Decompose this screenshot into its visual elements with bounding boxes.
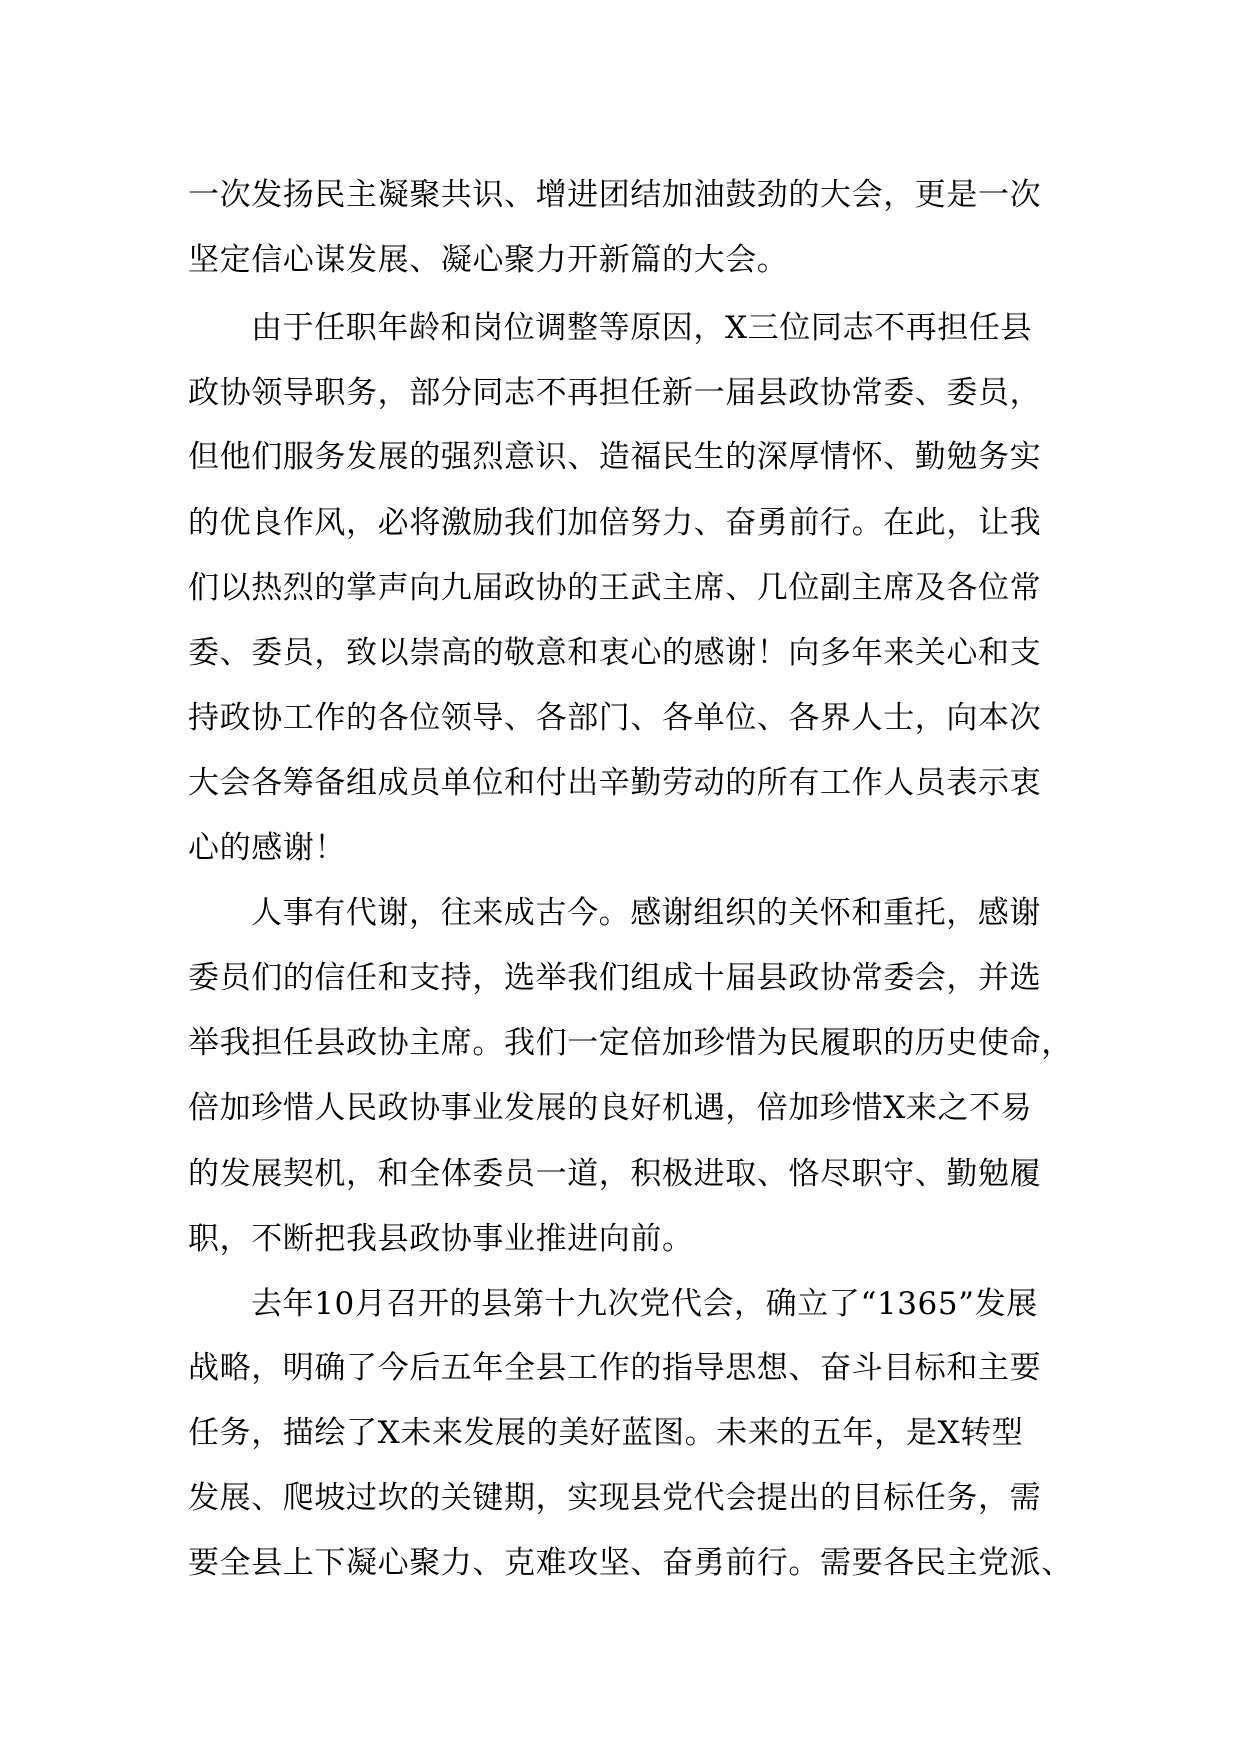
- text-line: 的发展契机，和全体委员一道，积极进取、恪尽职守、勤勉履: [188, 1156, 1042, 1192]
- text-line: 持政协工作的各位领导、各部门、各单位、各界人士，向本次: [188, 700, 1042, 736]
- text-line: 大会各筹备组成员单位和付出辛勤劳动的所有工作人员表示衷: [188, 765, 1042, 801]
- paragraph-start-line: 去年10月召开的县第十九次党代会，确立了“1365”发展: [251, 1286, 1038, 1322]
- text-line: 坚定信心谋发展、凝心聚力开新篇的大会。: [188, 242, 789, 278]
- text-line: 战略，明确了今后五年全县工作的指导思想、奋斗目标和主要: [188, 1350, 1042, 1386]
- text-line: 发展、爬坡过坎的关键期，实现县党代会提出的目标任务，需: [188, 1480, 1042, 1516]
- text-line: 委员们的信任和支持，选举我们组成十届县政协常委会，并选: [188, 960, 1042, 996]
- text-line: 倍加珍惜人民政协事业发展的良好机遇，倍加珍惜X来之不易: [188, 1090, 1033, 1126]
- text-line: 心的感谢！: [188, 830, 346, 866]
- text-line: 任务，描绘了X未来发展的美好蓝图。未来的五年，是X转型: [188, 1415, 1024, 1451]
- text-line: 职，不断把我县政协事业推进向前。: [188, 1221, 694, 1257]
- text-line: 要全县上下凝心聚力、克难攻坚、奋勇前行。需要各民主党派、: [188, 1545, 1073, 1581]
- text-line: 的优良作风，必将激励我们加倍努力、奋勇前行。在此，让我: [188, 505, 1042, 541]
- text-line: 们以热烈的掌声向九届政协的王武主席、几位副主席及各位常: [188, 570, 1042, 606]
- text-line: 政协领导职务，部分同志不再担任新一届县政协常委、委员，: [188, 375, 1042, 411]
- paragraph-start-line: 由于任职年龄和岗位调整等原因，X三位同志不再担任县: [251, 310, 1033, 346]
- text-line: 但他们服务发展的强烈意识、造福民生的深厚情怀、勤勉务实: [188, 439, 1042, 475]
- text-line: 一次发扬民主凝聚共识、增进团结加油鼓劲的大会，更是一次: [188, 177, 1042, 213]
- text-line: 举我担任县政协主席。我们一定倍加珍惜为民履职的历史使命，: [188, 1025, 1073, 1061]
- text-line: 委、委员，致以崇高的敬意和衷心的感谢！向多年来关心和支: [188, 635, 1042, 671]
- paragraph-start-line: 人事有代谢，往来成古今。感谢组织的关怀和重托，感谢: [251, 895, 1041, 931]
